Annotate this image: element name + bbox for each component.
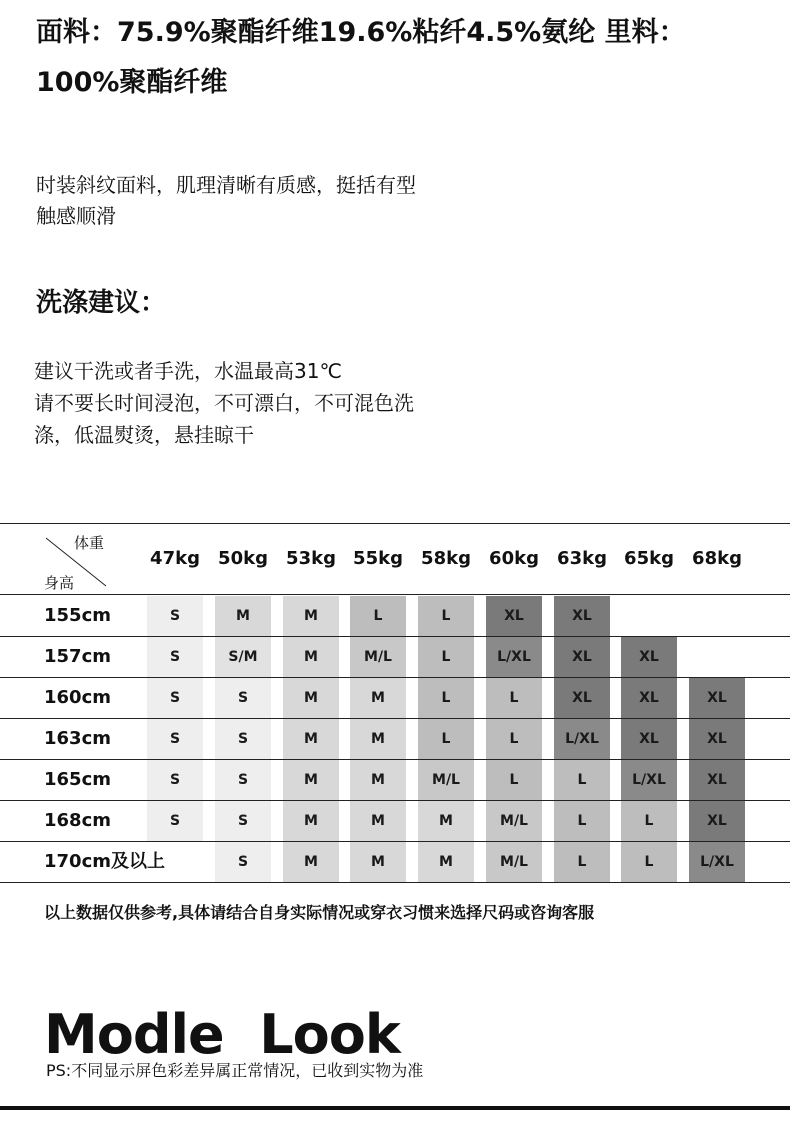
size-cell: M/L (486, 842, 542, 882)
weight-header-7: 63kg (557, 548, 607, 569)
size-cell: M (418, 842, 474, 882)
weight-header-3: 53kg (286, 548, 336, 569)
size-cell: XL (621, 678, 677, 718)
weight-header-1: 47kg (150, 548, 200, 569)
size-cell: L/XL (486, 637, 542, 677)
size-cell: XL (554, 637, 610, 677)
weight-header-8: 65kg (624, 548, 674, 569)
height-label-3: 160cm (44, 687, 111, 708)
header-weight-label: 体重 (74, 534, 105, 552)
size-cell: L/XL (554, 719, 610, 759)
size-cell: S (147, 801, 203, 841)
size-cell: M (418, 801, 474, 841)
size-cell: M (283, 760, 339, 800)
size-cell: M (350, 678, 406, 718)
size-cell: L (486, 678, 542, 718)
size-cell: L (486, 719, 542, 759)
size-cell: XL (621, 637, 677, 677)
size-cell: L/XL (621, 760, 677, 800)
size-cell: L/XL (689, 842, 745, 882)
size-cell: M (350, 719, 406, 759)
size-cell: S (147, 760, 203, 800)
weight-header-9: 68kg (692, 548, 742, 569)
size-cell: L (418, 596, 474, 636)
fabric-line-2: 100%聚酯纤维 (36, 67, 228, 98)
size-cell: XL (621, 719, 677, 759)
size-cell: XL (554, 678, 610, 718)
size-cell: M (215, 596, 271, 636)
size-cell: S (215, 719, 271, 759)
size-cell: XL (486, 596, 542, 636)
size-cell: M (283, 842, 339, 882)
size-cell: XL (689, 678, 745, 718)
height-label-7: 170cm及以上 (44, 851, 165, 872)
size-cell: M/L (350, 637, 406, 677)
size-reference-note: 以上数据仅供参考,具体请结合自身实际情况或穿衣习惯来选择尺码或咨询客服 (44, 903, 595, 922)
care-line-2: 请不要长时间浸泡，不可漂白，不可混色洗 (34, 391, 414, 415)
fabric-line-1: 面料：75.9%聚酯纤维19.6%粘纤4.5%氨纶 里料： (36, 17, 686, 48)
size-cell: XL (689, 801, 745, 841)
size-cell: S (147, 678, 203, 718)
size-cell: M (350, 842, 406, 882)
size-cell: S (147, 719, 203, 759)
care-line-3: 涤，低温熨烫，悬挂晾干 (34, 423, 254, 447)
size-cell: M (283, 596, 339, 636)
description-line-1: 时装斜纹面料，肌理清晰有质感，挺括有型 (36, 173, 416, 197)
fabric-description (36, 170, 416, 232)
size-cell: S (215, 678, 271, 718)
care-heading: 洗涤建议： (36, 288, 167, 318)
header-height-label: 身高 (44, 574, 75, 592)
size-cell: L (350, 596, 406, 636)
size-cell: S/M (215, 637, 271, 677)
description-line-2: 触感顺滑 (36, 204, 116, 228)
size-cell: L (418, 719, 474, 759)
size-cell: L (554, 801, 610, 841)
bottom-bar (0, 1106, 790, 1110)
size-cell: XL (689, 719, 745, 759)
size-cell: L (621, 801, 677, 841)
fabric-composition-title (36, 8, 756, 108)
size-cell: M (283, 801, 339, 841)
weight-header-4: 55kg (353, 548, 403, 569)
height-label-4: 163cm (44, 728, 111, 749)
care-instructions (34, 355, 414, 451)
height-label-2: 157cm (44, 646, 111, 667)
size-cell: L (554, 760, 610, 800)
weight-header-6: 60kg (489, 548, 539, 569)
height-label-1: 155cm (44, 605, 111, 626)
size-cell: M (350, 801, 406, 841)
size-cell: S (215, 801, 271, 841)
size-cell: S (215, 842, 271, 882)
color-disclaimer: PS:不同显示屏色彩差异属正常情况，已收到实物为准 (46, 1061, 424, 1080)
size-cell: M (350, 760, 406, 800)
size-cell: M (283, 719, 339, 759)
size-cell: M/L (486, 801, 542, 841)
brand-logo: Modle Look (44, 1003, 400, 1066)
size-cell: XL (689, 760, 745, 800)
height-label-5: 165cm (44, 769, 111, 790)
size-cell: M (283, 678, 339, 718)
header-bottom-border (0, 594, 790, 595)
size-cell: S (215, 760, 271, 800)
size-cell: S (147, 637, 203, 677)
height-label-6: 168cm (44, 810, 111, 831)
size-cell: S (147, 596, 203, 636)
weight-header-2: 50kg (218, 548, 268, 569)
size-cell: L (554, 842, 610, 882)
weight-header-5: 58kg (421, 548, 471, 569)
row-divider (0, 882, 790, 883)
table-top-border (0, 523, 790, 524)
size-cell: M/L (418, 760, 474, 800)
size-cell: M (283, 637, 339, 677)
size-cell: L (486, 760, 542, 800)
size-cell: L (418, 678, 474, 718)
size-cell: XL (554, 596, 610, 636)
care-line-1: 建议干洗或者手洗，水温最高31℃ (34, 359, 342, 383)
size-cell: L (418, 637, 474, 677)
size-cell: L (621, 842, 677, 882)
